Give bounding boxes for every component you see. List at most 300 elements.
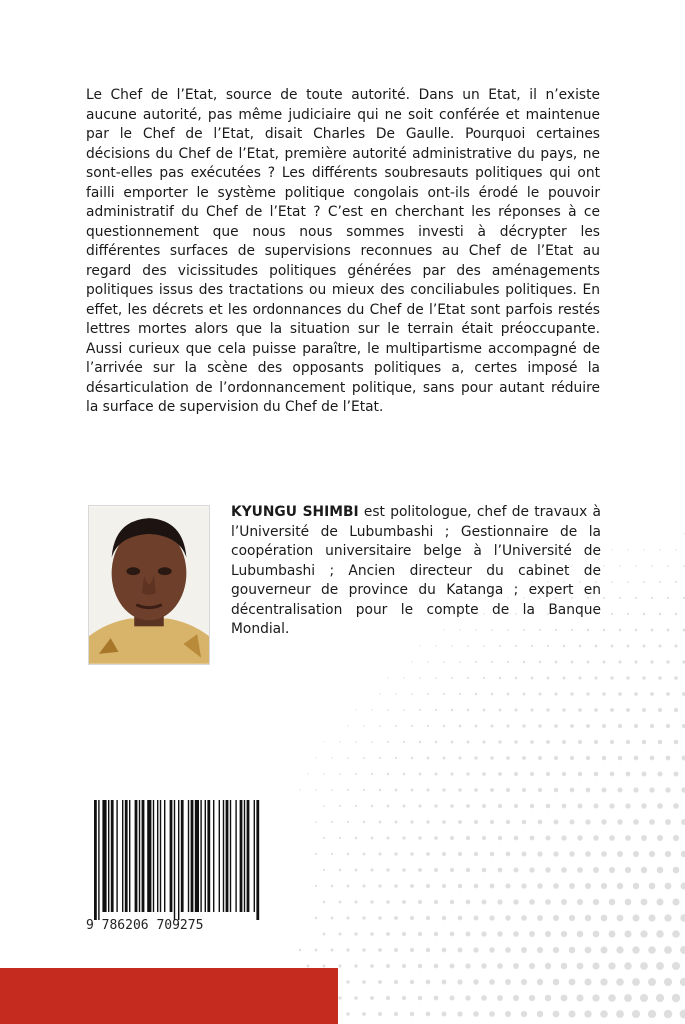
background-dot xyxy=(489,947,494,952)
background-dot xyxy=(649,851,655,857)
background-dot xyxy=(586,756,590,760)
background-dot xyxy=(665,851,671,857)
background-dot xyxy=(593,867,599,873)
background-dot xyxy=(643,645,646,648)
background-dot xyxy=(618,724,622,728)
background-dot xyxy=(426,916,430,920)
background-dot xyxy=(434,932,438,936)
background-dot xyxy=(554,788,559,793)
background-dot xyxy=(539,693,542,696)
background-dot xyxy=(419,773,422,776)
background-dot xyxy=(458,820,462,824)
background-dot xyxy=(666,660,669,663)
background-dot xyxy=(475,693,477,695)
background-dot xyxy=(569,819,574,824)
background-dot xyxy=(499,677,501,679)
background-dot xyxy=(459,725,462,728)
background-dot xyxy=(648,1010,656,1018)
background-dot xyxy=(394,1012,398,1016)
background-dot xyxy=(603,629,605,631)
background-dot xyxy=(467,677,469,679)
background-dot xyxy=(443,757,446,760)
background-dot xyxy=(585,915,591,921)
background-dot xyxy=(617,851,623,857)
background-dot xyxy=(355,869,358,872)
background-dot xyxy=(529,867,534,872)
background-dot xyxy=(323,805,325,807)
background-dot xyxy=(665,787,670,792)
background-dot xyxy=(505,1011,511,1017)
background-dot xyxy=(648,978,656,986)
background-dot xyxy=(426,948,430,952)
background-dot xyxy=(522,820,527,825)
isbn-digits: 9 786206 709275 xyxy=(86,918,204,933)
background-dot xyxy=(315,885,317,887)
background-dot xyxy=(674,676,678,680)
background-dot xyxy=(466,868,470,872)
background-dot xyxy=(387,773,389,775)
background-dot xyxy=(529,931,535,937)
background-dot xyxy=(434,868,438,872)
background-dot xyxy=(426,884,430,888)
background-dot xyxy=(419,645,420,646)
background-dot xyxy=(402,996,406,1000)
background-dot xyxy=(362,884,365,887)
background-dot xyxy=(505,979,511,985)
background-dot xyxy=(499,709,502,712)
background-dot xyxy=(506,756,510,760)
background-dot xyxy=(339,933,342,936)
background-dot xyxy=(578,740,582,744)
barcode-bar xyxy=(116,800,117,912)
background-dot xyxy=(467,741,470,744)
background-dot xyxy=(403,741,405,743)
background-dot xyxy=(403,677,404,678)
background-dot xyxy=(514,836,519,841)
background-dot xyxy=(450,900,454,904)
background-dot xyxy=(323,741,324,742)
background-dot xyxy=(395,725,397,727)
background-dot xyxy=(435,741,438,744)
background-dot xyxy=(659,549,660,550)
background-dot xyxy=(673,771,678,776)
barcode-bar xyxy=(256,800,259,920)
background-dot xyxy=(602,692,605,695)
barcode-bar xyxy=(247,800,250,912)
background-dot xyxy=(457,1011,462,1016)
author-name: KYUNGU SHIMBI xyxy=(231,504,359,520)
background-dot xyxy=(370,868,373,871)
background-dot xyxy=(627,581,629,583)
background-dot xyxy=(505,947,511,953)
background-dot xyxy=(640,930,647,937)
background-dot xyxy=(378,1012,382,1016)
background-dot xyxy=(482,868,487,873)
background-dot xyxy=(426,1012,431,1017)
background-dot xyxy=(483,677,485,679)
background-dot xyxy=(627,613,629,615)
background-dot xyxy=(537,851,542,856)
background-dot xyxy=(458,788,461,791)
background-dot xyxy=(315,789,317,791)
background-dot xyxy=(608,994,616,1002)
background-dot xyxy=(664,1010,673,1019)
background-dot xyxy=(561,931,567,937)
background-dot xyxy=(515,677,518,680)
background-dot xyxy=(387,677,388,678)
background-dot xyxy=(648,946,656,954)
background-dot xyxy=(451,645,453,647)
background-dot xyxy=(521,883,526,888)
background-dot xyxy=(347,757,349,759)
background-dot xyxy=(363,789,365,791)
background-dot xyxy=(410,980,414,984)
background-dot xyxy=(601,851,607,857)
background-dot xyxy=(506,788,510,792)
background-dot xyxy=(323,773,325,775)
background-dot xyxy=(457,979,462,984)
background-dot xyxy=(473,947,478,952)
background-dot xyxy=(585,883,591,889)
background-dot xyxy=(418,996,423,1001)
background-dot xyxy=(643,613,645,615)
background-dot xyxy=(466,900,471,905)
background-dot xyxy=(339,773,341,775)
background-dot xyxy=(545,995,552,1002)
background-dot xyxy=(667,565,669,567)
background-dot xyxy=(354,964,357,967)
background-dot xyxy=(481,931,486,936)
background-dot xyxy=(426,820,429,823)
background-dot xyxy=(570,756,574,760)
background-dot xyxy=(402,836,405,839)
barcode-bar xyxy=(157,800,158,912)
background-dot xyxy=(498,868,503,873)
background-dot xyxy=(648,914,655,921)
barcode-bar xyxy=(129,800,130,912)
background-dot xyxy=(577,867,583,873)
background-dot xyxy=(427,693,429,695)
background-dot xyxy=(323,965,326,968)
background-dot xyxy=(545,867,550,872)
background-dot xyxy=(354,932,357,935)
background-dot xyxy=(370,900,373,903)
background-dot xyxy=(545,899,551,905)
background-dot xyxy=(538,788,542,792)
background-dot xyxy=(665,883,672,890)
background-dot xyxy=(505,883,510,888)
background-dot xyxy=(489,915,494,920)
background-dot xyxy=(546,804,551,809)
background-dot xyxy=(355,773,357,775)
background-dot xyxy=(441,1011,446,1016)
background-dot xyxy=(507,661,509,663)
background-dot xyxy=(347,725,348,726)
background-dot xyxy=(513,995,519,1001)
background-dot xyxy=(594,708,598,712)
background-dot xyxy=(529,899,535,905)
background-dot xyxy=(338,964,341,967)
background-dot xyxy=(466,804,470,808)
background-dot xyxy=(521,915,527,921)
background-dot xyxy=(467,709,470,712)
background-dot xyxy=(602,788,607,793)
background-dot xyxy=(474,884,479,889)
background-dot xyxy=(616,978,624,986)
background-dot xyxy=(625,899,632,906)
background-dot xyxy=(387,805,390,808)
background-dot xyxy=(658,740,663,745)
background-dot xyxy=(619,629,622,632)
background-dot xyxy=(362,948,365,951)
background-dot xyxy=(578,676,581,679)
background-dot xyxy=(624,930,631,937)
background-dot xyxy=(411,661,412,662)
background-dot xyxy=(603,661,606,664)
background-dot xyxy=(394,980,398,984)
background-dot xyxy=(611,549,612,550)
background-dot xyxy=(579,645,582,648)
background-dot xyxy=(619,565,621,567)
background-dot xyxy=(497,995,503,1001)
background-dot xyxy=(386,996,390,1000)
background-dot xyxy=(538,820,543,825)
background-dot xyxy=(593,931,600,938)
background-dot xyxy=(577,899,583,905)
background-dot xyxy=(426,788,429,791)
background-dot xyxy=(674,708,678,712)
background-dot xyxy=(571,661,574,664)
background-dot xyxy=(498,836,502,840)
background-dot xyxy=(530,836,535,841)
barcode-bar xyxy=(226,800,229,912)
background-dot xyxy=(658,676,662,680)
background-dot xyxy=(371,837,374,840)
background-dot xyxy=(553,883,559,889)
background-dot xyxy=(378,852,381,855)
background-dot xyxy=(545,835,550,840)
background-dot xyxy=(569,851,575,857)
background-dot xyxy=(339,741,340,742)
background-dot xyxy=(656,962,664,970)
background-dot xyxy=(395,821,398,824)
background-dot xyxy=(522,788,526,792)
barcode-bar xyxy=(235,800,236,912)
background-dot xyxy=(481,963,486,968)
background-dot xyxy=(617,883,623,889)
background-dot xyxy=(387,709,389,711)
background-dot xyxy=(600,946,607,953)
background-dot xyxy=(569,883,575,889)
background-dot xyxy=(553,851,558,856)
background-dot xyxy=(355,837,358,840)
background-dot xyxy=(561,899,567,905)
barcode-bar xyxy=(94,800,97,920)
background-dot xyxy=(531,677,534,680)
background-dot xyxy=(354,900,357,903)
background-dot xyxy=(459,661,461,663)
barcode-bar xyxy=(153,800,154,912)
background-dot xyxy=(490,788,494,792)
background-dot xyxy=(633,787,638,792)
background-dot xyxy=(363,821,366,824)
background-dot xyxy=(402,964,406,968)
background-dot xyxy=(410,1012,415,1017)
barcode-bar xyxy=(135,800,138,912)
author-bio-text: est politologue, chef de travaux à l’Université de Lubumbashi ; Gestionnaire de la coopération universitaire belge à l’Université de Lubumbashi ; Ancien directeur du cabinet de gouverneur de province du Katanga ; expert en décentralisation pour le compte de la Banque Mondial. xyxy=(231,504,601,637)
background-dot xyxy=(561,835,566,840)
background-dot xyxy=(625,803,630,808)
background-dot xyxy=(539,661,542,664)
background-dot xyxy=(379,693,380,694)
background-dot xyxy=(632,1010,640,1018)
background-dot xyxy=(610,740,614,744)
background-dot xyxy=(601,915,608,922)
background-dot xyxy=(442,884,446,888)
background-dot xyxy=(624,962,632,970)
background-dot xyxy=(641,899,648,906)
background-dot xyxy=(577,835,582,840)
background-dot xyxy=(562,804,567,809)
background-dot xyxy=(657,899,664,906)
background-dot xyxy=(378,948,382,952)
background-dot xyxy=(649,819,655,825)
background-dot xyxy=(523,693,526,696)
background-dot xyxy=(681,819,685,825)
background-dot xyxy=(666,692,670,696)
background-dot xyxy=(458,756,461,759)
background-dot xyxy=(482,804,486,808)
background-dot xyxy=(427,757,430,760)
background-dot xyxy=(529,995,535,1001)
background-dot xyxy=(562,772,566,776)
background-dot xyxy=(555,661,558,664)
background-dot xyxy=(609,835,615,841)
background-dot xyxy=(331,853,333,855)
background-dot xyxy=(411,693,413,695)
background-dot xyxy=(386,868,389,871)
background-dot xyxy=(659,613,661,615)
background-dot xyxy=(394,884,398,888)
background-dot xyxy=(482,772,486,776)
background-dot xyxy=(474,820,478,824)
background-dot xyxy=(371,741,373,743)
background-dot xyxy=(618,756,623,761)
background-dot xyxy=(595,645,598,648)
background-dot xyxy=(418,804,421,807)
background-dot xyxy=(371,805,373,807)
background-dot xyxy=(570,788,575,793)
background-dot xyxy=(570,692,573,695)
background-dot xyxy=(497,899,502,904)
background-dot xyxy=(584,1010,591,1017)
background-dot xyxy=(355,805,357,807)
background-dot xyxy=(474,788,478,792)
background-dot xyxy=(362,980,366,984)
background-dot xyxy=(459,693,461,695)
background-dot xyxy=(513,899,518,904)
background-dot xyxy=(602,756,606,760)
barcode-bar xyxy=(207,800,210,912)
background-dot xyxy=(402,868,406,872)
background-dot xyxy=(610,676,613,679)
background-dot xyxy=(442,820,446,824)
background-dot xyxy=(664,978,672,986)
background-dot xyxy=(569,979,576,986)
background-dot xyxy=(323,869,325,871)
background-dot xyxy=(640,962,648,970)
background-dot xyxy=(667,629,670,632)
background-dot xyxy=(402,932,406,936)
background-dot xyxy=(458,948,463,953)
background-dot xyxy=(346,1012,349,1015)
background-dot xyxy=(418,964,422,968)
background-dot xyxy=(307,773,308,774)
background-dot xyxy=(394,916,398,920)
background-dot xyxy=(593,899,599,905)
background-dot xyxy=(584,978,591,985)
background-dot xyxy=(608,962,615,969)
background-dot xyxy=(299,949,301,951)
background-dot xyxy=(521,979,527,985)
background-dot xyxy=(537,1011,544,1018)
barcode-bar xyxy=(223,800,224,912)
background-dot xyxy=(592,962,599,969)
background-dot xyxy=(667,597,669,599)
background-dot xyxy=(411,725,413,727)
background-dot xyxy=(403,709,405,711)
background-dot xyxy=(386,932,390,936)
barcode-bar xyxy=(125,800,128,912)
background-dot xyxy=(610,708,614,712)
background-dot xyxy=(410,852,413,855)
background-dot xyxy=(474,852,478,856)
background-dot xyxy=(513,931,519,937)
background-dot xyxy=(339,805,341,807)
background-dot xyxy=(442,788,445,791)
background-dot xyxy=(586,724,590,728)
background-dot xyxy=(659,581,661,583)
background-dot xyxy=(578,708,582,712)
background-dot xyxy=(651,597,653,599)
background-dot xyxy=(411,757,414,760)
background-dot xyxy=(394,948,398,952)
background-dot xyxy=(618,692,622,696)
background-dot xyxy=(673,867,680,874)
background-dot xyxy=(443,725,446,728)
background-dot xyxy=(547,677,550,680)
background-dot xyxy=(626,772,631,777)
background-dot xyxy=(680,914,685,921)
background-dot xyxy=(672,994,680,1002)
background-dot xyxy=(635,565,637,567)
background-dot xyxy=(466,932,471,937)
background-dot xyxy=(585,851,591,857)
background-dot xyxy=(643,549,644,550)
background-dot xyxy=(395,693,397,695)
background-dot xyxy=(331,917,334,920)
background-dot xyxy=(603,597,605,599)
background-dot xyxy=(563,645,565,647)
background-dot xyxy=(594,772,599,777)
background-dot xyxy=(626,740,630,744)
background-dot xyxy=(619,597,621,599)
barcode-bar xyxy=(230,800,231,912)
background-dot xyxy=(635,597,637,599)
barcode-bar xyxy=(181,800,184,912)
background-dot xyxy=(386,964,390,968)
background-dot xyxy=(625,867,631,873)
